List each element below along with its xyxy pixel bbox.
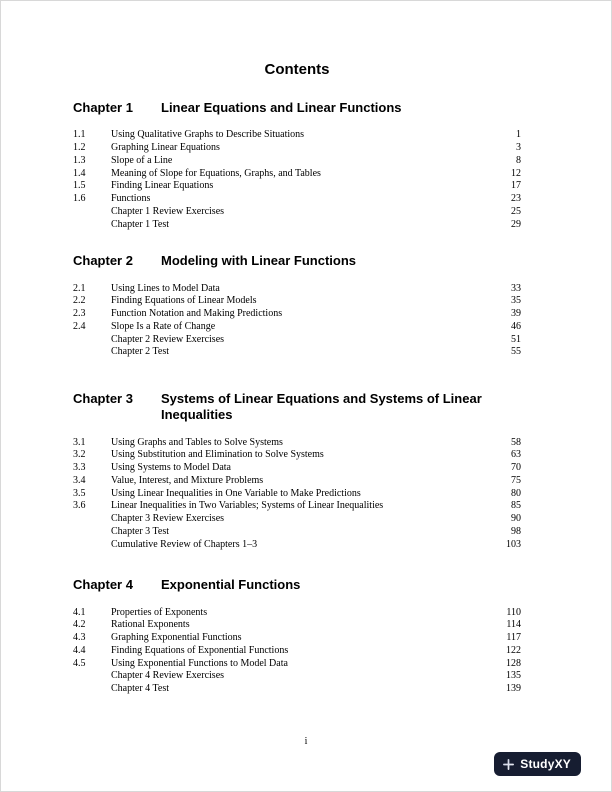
chapter-entries: [73, 283, 521, 360]
entry-title: Properties of Exponents: [111, 606, 208, 618]
section-number: 1.4: [73, 167, 86, 179]
entry-title: Using Systems to Model Data: [111, 462, 231, 473]
entry-page: 80: [511, 487, 521, 499]
entry-page: 25: [511, 205, 521, 217]
chapter-section: [73, 100, 521, 231]
toc-entry: [73, 683, 521, 696]
studyxy-logo: [494, 752, 581, 776]
chapter-entries: [73, 437, 521, 552]
toc-entry: [73, 142, 521, 155]
toc-entry: [73, 449, 521, 462]
section-number: [73, 219, 111, 232]
section-number: [73, 683, 111, 696]
entry-title: Finding Equations of Exponential Functions: [111, 644, 289, 656]
entry-title: Chapter 2 Test: [111, 346, 169, 358]
entry-page: 98: [511, 525, 521, 537]
chapter-title: Modeling with Linear Functions: [161, 253, 356, 269]
entry-title: Using Qualitative Graphs to Describe Situations: [111, 129, 305, 141]
chapter-title: Linear Equations and Linear Functions: [161, 100, 402, 115]
chapter-heading: [73, 100, 521, 116]
toc-entry: [73, 180, 521, 193]
chapter-label: Chapter 4: [73, 577, 133, 593]
toc-entry: [73, 155, 521, 168]
chapter-label: Chapter 2: [73, 253, 133, 269]
toc-entry: [73, 219, 521, 232]
toc-entry: [73, 475, 521, 488]
section-number: 3.1: [73, 436, 86, 448]
toc-entry: [73, 168, 521, 181]
toc-entry: [73, 206, 521, 219]
logo-text: [520, 757, 571, 771]
toc-entry: [73, 295, 521, 308]
toc-entry: [73, 645, 521, 658]
section-number: [73, 670, 111, 683]
toc-entry: [73, 462, 521, 475]
section-number: 4.4: [73, 644, 86, 656]
entry-title: Chapter 2 Review Exercises: [111, 333, 225, 345]
entry-title: Using Lines to Model Data: [111, 282, 220, 294]
section-number: 3.6: [73, 500, 86, 512]
entry-title: Using Exponential Functions to Model Data: [111, 657, 288, 669]
toc-entry: [73, 283, 521, 296]
chapter-heading: [73, 391, 521, 424]
chapter-title: Exponential Functions: [161, 577, 301, 593]
section-number: [73, 334, 111, 347]
entry-title: Chapter 3 Test: [111, 525, 169, 537]
section-number: 1.2: [73, 142, 86, 153]
entry-page: 114: [506, 619, 521, 631]
section-number: [73, 346, 111, 359]
chapter-heading: [73, 253, 521, 269]
toc-entry: [73, 500, 521, 513]
section-number: 2.1: [73, 282, 86, 294]
entry-page: 55: [511, 346, 521, 358]
entry-page: 58: [511, 436, 521, 448]
entry-page: 128: [506, 657, 521, 669]
page-title: Contents: [264, 61, 330, 78]
entry-title: Value, Interest, and Mixture Problems: [111, 474, 264, 486]
entry-page: 139: [506, 683, 521, 694]
entry-page: 12: [511, 167, 521, 179]
entry-page: 85: [511, 500, 521, 512]
chapter-heading: [73, 577, 521, 593]
toc-entry: [73, 607, 521, 620]
toc-entry: [73, 193, 521, 206]
entry-page: 103: [506, 538, 521, 550]
toc-entry: [73, 619, 521, 632]
toc-entry: [73, 513, 521, 526]
entry-page: 8: [516, 154, 521, 166]
section-number: 2.3: [73, 308, 86, 319]
chapter-section: [73, 253, 521, 359]
toc-entry: [73, 321, 521, 334]
entry-title: Chapter 1 Review Exercises: [111, 205, 225, 217]
entry-title: Linear Inequalities in Two Variables; Systems of Linear Inequalities: [111, 500, 384, 512]
entry-title: Finding Equations of Linear Models: [111, 295, 257, 307]
chapter-label: Chapter 3: [73, 391, 133, 406]
entry-page: 117: [506, 632, 521, 643]
logo-text-primary: Study: [520, 757, 555, 771]
chapter-section: [73, 577, 521, 696]
toc-entry: [73, 670, 521, 683]
entry-page: 75: [511, 474, 521, 486]
toc-entry: [73, 346, 521, 359]
entry-title: Meaning of Slope for Equations, Graphs, and Tables: [111, 167, 321, 179]
section-number: 4.5: [73, 657, 86, 669]
entry-page: 110: [506, 606, 521, 618]
entry-title: Slope of a Line: [111, 154, 173, 166]
entry-title: Functions: [111, 193, 151, 204]
toc-entry: [73, 632, 521, 645]
toc-entry: [73, 129, 521, 142]
entry-page: 51: [511, 333, 521, 345]
section-number: 3.5: [73, 487, 86, 499]
section-number: 3.2: [73, 449, 86, 461]
toc-entry: [73, 488, 521, 501]
entry-page: 17: [511, 180, 521, 192]
entry-page: 70: [511, 462, 521, 473]
section-number: 4.1: [73, 606, 86, 618]
toc-content: [1, 61, 611, 696]
section-number: 1.6: [73, 193, 86, 204]
entry-title: Cumulative Review of Chapters 1–3: [111, 538, 258, 550]
toc-entry: [73, 526, 521, 539]
entry-page: 33: [511, 282, 521, 294]
entry-page: 29: [511, 218, 521, 230]
entry-page: 122: [506, 644, 521, 656]
section-number: 1.3: [73, 154, 86, 166]
section-number: [73, 539, 111, 552]
entry-title: Function Notation and Making Predictions: [111, 308, 283, 319]
entry-page: 90: [511, 513, 521, 524]
chapter-label: Chapter 1: [73, 100, 133, 115]
section-number: 1.1: [73, 129, 86, 141]
entry-page: 135: [506, 670, 521, 682]
entry-title: Using Substitution and Elimination to Solve Systems: [111, 449, 324, 461]
entry-title: Graphing Exponential Functions: [111, 632, 242, 643]
toc-entry: [73, 539, 521, 552]
chapter-title: Systems of Linear Equations and Systems of Linear Inequalities: [161, 391, 482, 423]
entry-title: Chapter 4 Test: [111, 683, 169, 694]
chapter-section: [73, 391, 521, 551]
toc-entry: [73, 308, 521, 321]
entry-title: Slope Is a Rate of Change: [111, 320, 216, 332]
entry-title: Using Linear Inequalities in One Variable to Make Predictions: [111, 487, 361, 499]
entry-page: 3: [516, 142, 521, 153]
section-number: 2.2: [73, 295, 86, 307]
entry-title: Chapter 4 Review Exercises: [111, 670, 225, 682]
section-number: 1.5: [73, 180, 86, 192]
section-number: 4.2: [73, 619, 86, 631]
chapter-entries: [73, 607, 521, 696]
toc-entry: [73, 658, 521, 671]
section-number: [73, 526, 111, 539]
section-number: 4.3: [73, 632, 86, 643]
page-number: i: [304, 736, 308, 747]
entry-title: Finding Linear Equations: [111, 180, 214, 192]
entry-title: Chapter 3 Review Exercises: [111, 513, 225, 524]
entry-page: 39: [511, 308, 521, 319]
section-number: 2.4: [73, 320, 86, 332]
entry-title: Chapter 1 Test: [111, 218, 169, 230]
section-number: 3.4: [73, 474, 86, 486]
plus-icon: [502, 758, 515, 771]
entry-page: 23: [511, 193, 521, 204]
toc-entry: [73, 437, 521, 450]
chapters-container: [73, 100, 521, 696]
logo-text-secondary: XY: [554, 757, 571, 771]
section-number: 3.3: [73, 462, 86, 473]
entry-title: Graphing Linear Equations: [111, 142, 220, 153]
entry-page: 35: [511, 295, 521, 307]
entry-page: 63: [511, 449, 521, 461]
section-number: [73, 513, 111, 526]
chapter-entries: [73, 129, 521, 231]
section-number: [73, 206, 111, 219]
entry-page: 1: [516, 129, 521, 141]
entry-title: Using Graphs and Tables to Solve Systems: [111, 436, 283, 448]
entry-title: Rational Exponents: [111, 619, 190, 631]
entry-page: 46: [511, 320, 521, 332]
toc-entry: [73, 334, 521, 347]
